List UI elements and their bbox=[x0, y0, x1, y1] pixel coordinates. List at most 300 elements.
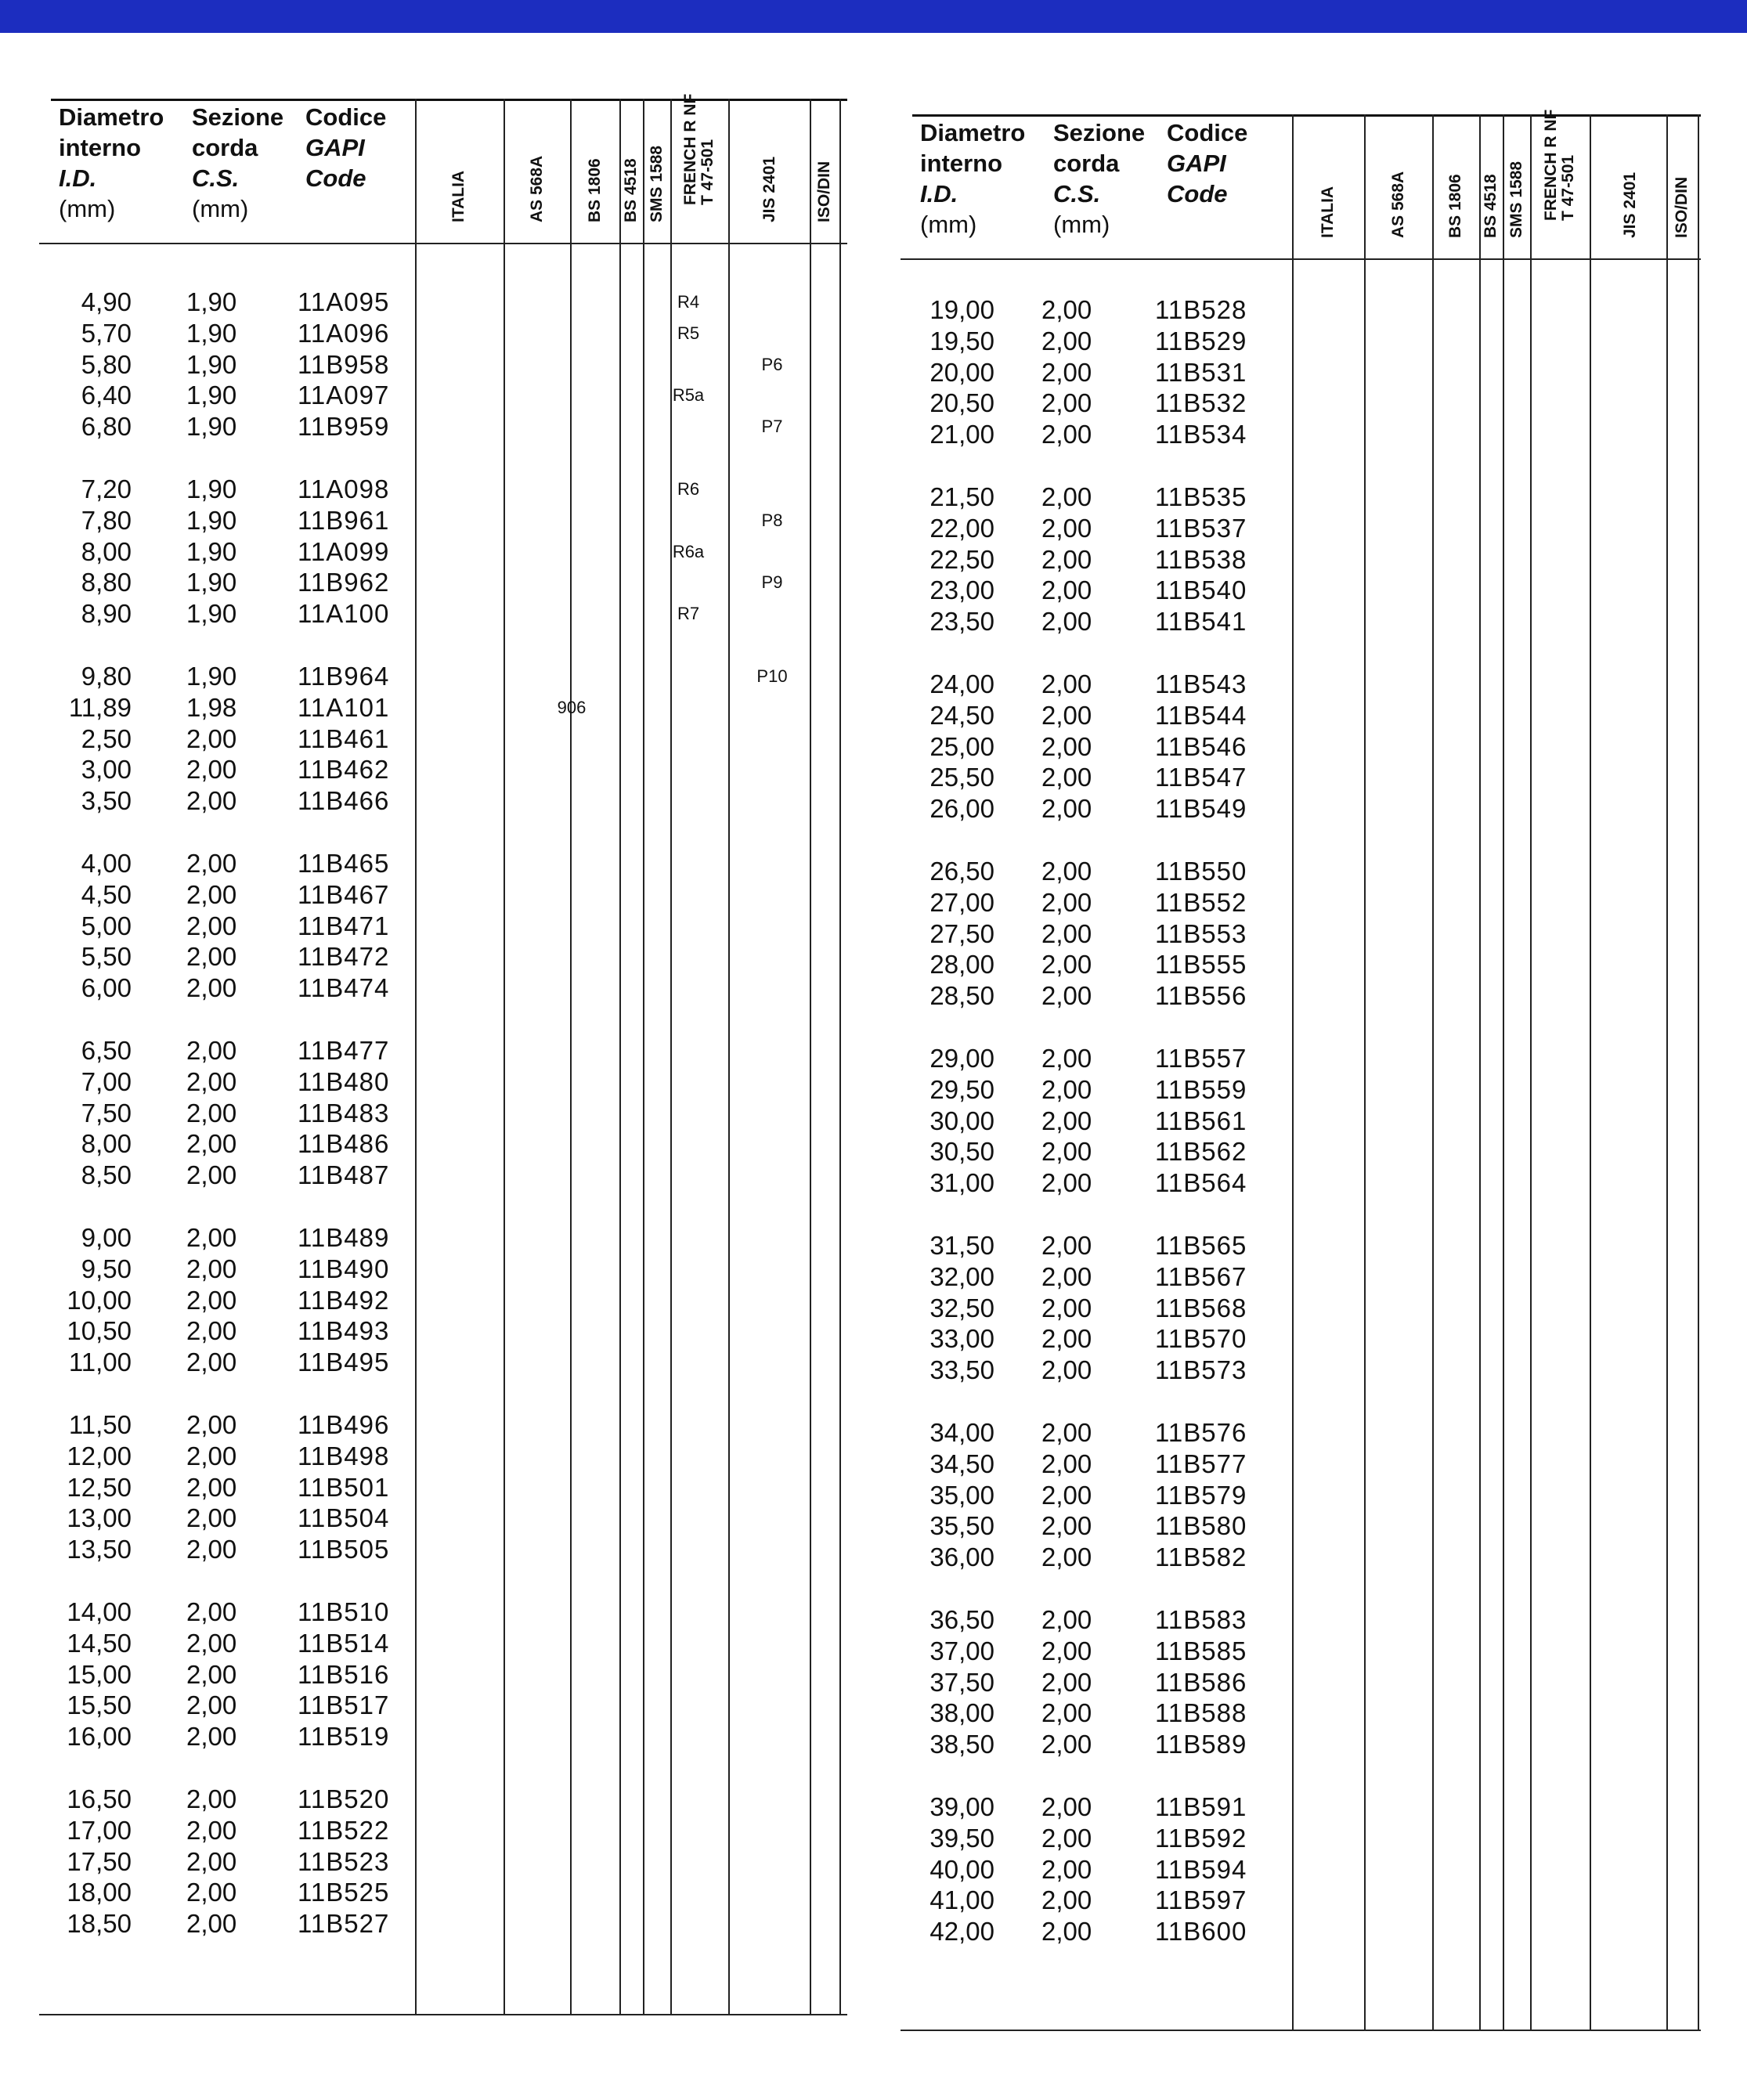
gapi-code-cell: 11B472 bbox=[298, 942, 390, 972]
gapi-code-cell: 11B535 bbox=[1155, 482, 1247, 511]
inner-diameter-cell: 15,00 bbox=[67, 1659, 132, 1689]
inner-diameter-cell: 6,50 bbox=[81, 1036, 132, 1065]
gapi-code-cell: 11B541 bbox=[1155, 607, 1247, 637]
inner-diameter-cell: 36,50 bbox=[929, 1605, 994, 1634]
gapi-code-cell: 11B532 bbox=[1155, 388, 1247, 418]
inner-diameter-cell: 40,00 bbox=[929, 1854, 994, 1884]
inner-diameter-cell: 5,50 bbox=[81, 942, 132, 972]
jis-ref-cell: P8 bbox=[761, 510, 783, 530]
gapi-code-cell: 11B529 bbox=[1155, 326, 1247, 355]
cross-section-cell: 2,00 bbox=[186, 1036, 237, 1065]
header-cross-section: Sezione corda C.S. (mm) bbox=[192, 103, 284, 222]
gapi-code-cell: 11B546 bbox=[1155, 731, 1247, 761]
table-row bbox=[901, 1293, 1701, 1324]
cross-section-cell: 2,00 bbox=[186, 1628, 237, 1658]
inner-diameter-cell: 27,50 bbox=[929, 918, 994, 948]
cross-section-cell: 2,00 bbox=[1041, 326, 1092, 355]
table-row bbox=[901, 1449, 1701, 1480]
cross-section-cell: 2,00 bbox=[1041, 1137, 1092, 1167]
table-row bbox=[901, 1542, 1701, 1573]
gapi-code-cell: 11B492 bbox=[298, 1285, 390, 1315]
table-row bbox=[901, 793, 1701, 824]
cross-section-cell: 1,90 bbox=[186, 287, 237, 316]
gapi-code-cell: 11B552 bbox=[1155, 887, 1247, 917]
table-row bbox=[901, 1604, 1701, 1636]
inner-diameter-cell: 12,00 bbox=[67, 1441, 132, 1470]
header-gapi-code: Codice GAPI Code bbox=[1167, 119, 1248, 207]
table-bottom-rule bbox=[901, 2030, 1701, 2031]
cross-section-cell: 1,90 bbox=[186, 662, 237, 691]
cross-section-cell: 2,00 bbox=[186, 1815, 237, 1845]
std-jis2401-label: JIS 2401 bbox=[1621, 171, 1639, 238]
table-row bbox=[39, 1254, 847, 1285]
inner-diameter-cell: 26,50 bbox=[929, 857, 994, 886]
gapi-code-cell: 11B582 bbox=[1155, 1543, 1247, 1572]
gapi-code-cell: 11B592 bbox=[1155, 1823, 1247, 1853]
inner-diameter-cell: 10,00 bbox=[67, 1285, 132, 1315]
french-ref-cell: R6 bbox=[677, 479, 700, 499]
cross-section-cell: 2,00 bbox=[186, 1846, 237, 1876]
table-row bbox=[39, 879, 847, 911]
std-italia-label: ITALIA bbox=[449, 170, 467, 222]
inner-diameter-cell: 38,50 bbox=[929, 1730, 994, 1759]
inner-diameter-cell: 21,50 bbox=[929, 482, 994, 511]
table-row bbox=[901, 419, 1701, 450]
header-rule bbox=[39, 243, 847, 244]
gapi-code-cell: 11B556 bbox=[1155, 981, 1247, 1011]
inner-diameter-cell: 39,50 bbox=[929, 1823, 994, 1853]
table-row bbox=[39, 1222, 847, 1254]
inner-diameter-cell: 24,50 bbox=[929, 700, 994, 730]
inner-diameter-cell: 31,50 bbox=[929, 1231, 994, 1260]
cross-section-cell: 2,00 bbox=[186, 1441, 237, 1470]
table-row bbox=[901, 1480, 1701, 1511]
cross-section-cell: 2,00 bbox=[1041, 794, 1092, 824]
cross-section-cell: 1,90 bbox=[186, 349, 237, 379]
gapi-code-cell: 11B550 bbox=[1155, 857, 1247, 886]
cross-section-cell: 2,00 bbox=[1041, 1885, 1092, 1915]
table-row bbox=[39, 1534, 847, 1565]
cross-section-cell: 2,00 bbox=[186, 1066, 237, 1096]
gapi-code-cell: 11B576 bbox=[1155, 1418, 1247, 1447]
table-row bbox=[39, 972, 847, 1004]
inner-diameter-cell: 29,50 bbox=[929, 1074, 994, 1104]
table-top-rule bbox=[912, 114, 1701, 117]
gapi-code-cell: 11B567 bbox=[1155, 1261, 1247, 1291]
inner-diameter-cell: 2,50 bbox=[81, 723, 132, 753]
table-row bbox=[901, 1043, 1701, 1074]
table-row bbox=[901, 762, 1701, 793]
table-row bbox=[39, 1285, 847, 1316]
inner-diameter-cell: 8,00 bbox=[81, 1129, 132, 1159]
table-row bbox=[39, 754, 847, 785]
gapi-code-cell: 11B580 bbox=[1155, 1511, 1247, 1541]
cross-section-cell: 2,00 bbox=[186, 1597, 237, 1626]
gapi-code-cell: 11B537 bbox=[1155, 513, 1247, 543]
cross-section-cell: 1,90 bbox=[186, 474, 237, 503]
gapi-code-cell: 11B561 bbox=[1155, 1106, 1247, 1135]
inner-diameter-cell: 37,50 bbox=[929, 1667, 994, 1697]
std-bs4518-label: BS 4518 bbox=[1482, 174, 1500, 238]
inner-diameter-cell: 13,50 bbox=[67, 1535, 132, 1564]
gapi-code-cell: 11B519 bbox=[298, 1722, 390, 1752]
table-row bbox=[39, 1441, 847, 1472]
table-row bbox=[39, 1628, 847, 1659]
inner-diameter-cell: 23,00 bbox=[929, 576, 994, 605]
inner-diameter-cell: 9,50 bbox=[81, 1254, 132, 1283]
table-row bbox=[39, 1315, 847, 1347]
table-row bbox=[39, 598, 847, 630]
inner-diameter-cell: 8,90 bbox=[81, 599, 132, 629]
table-row bbox=[901, 1698, 1701, 1729]
gapi-code-cell: 11B573 bbox=[1155, 1355, 1247, 1385]
cross-section-cell: 2,00 bbox=[186, 1348, 237, 1377]
inner-diameter-cell: 35,00 bbox=[929, 1480, 994, 1510]
cross-section-cell: 2,00 bbox=[1041, 1667, 1092, 1697]
cross-section-cell: 2,00 bbox=[186, 1659, 237, 1689]
table-row bbox=[39, 1128, 847, 1160]
french-ref-cell: R5 bbox=[677, 323, 700, 343]
gapi-code-cell: 11B555 bbox=[1155, 950, 1247, 980]
inner-diameter-cell: 5,00 bbox=[81, 911, 132, 940]
table-row bbox=[901, 918, 1701, 950]
inner-diameter-cell: 8,00 bbox=[81, 536, 132, 566]
cross-section-cell: 2,00 bbox=[1041, 1823, 1092, 1853]
inner-diameter-cell: 14,00 bbox=[67, 1597, 132, 1626]
table-row bbox=[39, 1908, 847, 1939]
inner-diameter-cell: 30,50 bbox=[929, 1137, 994, 1167]
cross-section-cell: 2,00 bbox=[186, 1285, 237, 1315]
cross-section-cell: 2,00 bbox=[1041, 1730, 1092, 1759]
std-isodin-label: ISO/DIN bbox=[815, 161, 833, 222]
table-row bbox=[39, 380, 847, 411]
inner-diameter-cell: 18,00 bbox=[67, 1878, 132, 1907]
inner-diameter-cell: 26,00 bbox=[929, 794, 994, 824]
inner-diameter-cell: 17,00 bbox=[67, 1815, 132, 1845]
inner-diameter-cell: 5,80 bbox=[81, 349, 132, 379]
gapi-code-cell: 11B477 bbox=[298, 1036, 390, 1065]
gapi-code-cell: 11B489 bbox=[298, 1223, 390, 1252]
gapi-code-cell: 11B501 bbox=[298, 1472, 390, 1502]
table-row bbox=[39, 1035, 847, 1066]
table-row bbox=[39, 1690, 847, 1721]
cross-section-cell: 2,00 bbox=[1041, 1418, 1092, 1447]
gapi-code-cell: 11A095 bbox=[298, 287, 390, 316]
inner-diameter-cell: 7,50 bbox=[81, 1098, 132, 1128]
left-table bbox=[39, 93, 847, 2015]
header-rule bbox=[901, 258, 1701, 260]
inner-diameter-cell: 33,00 bbox=[929, 1324, 994, 1354]
cross-section-cell: 2,00 bbox=[1041, 1074, 1092, 1104]
gapi-code-cell: 11B559 bbox=[1155, 1074, 1247, 1104]
inner-diameter-cell: 10,50 bbox=[67, 1316, 132, 1346]
inner-diameter-cell: 30,00 bbox=[929, 1106, 994, 1135]
table-row bbox=[901, 1230, 1701, 1261]
gapi-code-cell: 11B568 bbox=[1155, 1293, 1247, 1322]
cross-section-cell: 2,00 bbox=[1041, 1636, 1092, 1665]
cross-section-cell: 2,00 bbox=[1041, 1168, 1092, 1198]
std-french-label: FRENCH R NF T 47-501 bbox=[681, 93, 716, 205]
cross-section-cell: 2,00 bbox=[1041, 513, 1092, 543]
gapi-code-cell: 11B570 bbox=[1155, 1324, 1247, 1354]
std-sms1588-label: SMS 1588 bbox=[1507, 161, 1525, 238]
gapi-code-cell: 11B547 bbox=[1155, 763, 1247, 792]
table-row bbox=[901, 700, 1701, 731]
cross-section-cell: 1,90 bbox=[186, 599, 237, 629]
table-row bbox=[39, 1597, 847, 1628]
inner-diameter-cell: 27,00 bbox=[929, 887, 994, 917]
table-row bbox=[901, 1261, 1701, 1293]
table-row bbox=[39, 349, 847, 381]
std-french-label: FRENCH R NF T 47-501 bbox=[1542, 109, 1577, 221]
table-row bbox=[39, 318, 847, 349]
table-row bbox=[39, 1503, 847, 1534]
gapi-code-cell: 11B562 bbox=[1155, 1137, 1247, 1167]
table-row bbox=[901, 482, 1701, 513]
gapi-code-cell: 11B480 bbox=[298, 1066, 390, 1096]
table-row bbox=[901, 1323, 1701, 1355]
cross-section-cell: 2,00 bbox=[1041, 1480, 1092, 1510]
inner-diameter-cell: 13,00 bbox=[67, 1503, 132, 1533]
gapi-code-cell: 11B557 bbox=[1155, 1044, 1247, 1073]
gapi-code-cell: 11B538 bbox=[1155, 544, 1247, 574]
cross-section-cell: 2,00 bbox=[186, 723, 237, 753]
cross-section-cell: 2,00 bbox=[1041, 1261, 1092, 1291]
cross-section-cell: 2,00 bbox=[1041, 918, 1092, 948]
table-row bbox=[39, 723, 847, 755]
table-row bbox=[901, 1729, 1701, 1760]
inner-diameter-cell: 32,00 bbox=[929, 1261, 994, 1291]
inner-diameter-cell: 3,50 bbox=[81, 786, 132, 816]
gapi-code-cell: 11B474 bbox=[298, 973, 390, 1003]
std-jis2401-label: JIS 2401 bbox=[760, 156, 778, 222]
table-row bbox=[901, 513, 1701, 544]
cross-section-cell: 2,00 bbox=[1041, 1543, 1092, 1572]
inner-diameter-cell: 28,00 bbox=[929, 950, 994, 980]
table-row bbox=[39, 1877, 847, 1908]
gapi-code-cell: 11B553 bbox=[1155, 918, 1247, 948]
inner-diameter-cell: 11,00 bbox=[68, 1348, 132, 1377]
table-row bbox=[901, 357, 1701, 388]
cross-section-cell: 2,00 bbox=[1041, 731, 1092, 761]
inner-diameter-cell: 15,50 bbox=[67, 1690, 132, 1720]
table-row bbox=[901, 1854, 1701, 1885]
gapi-code-cell: 11B565 bbox=[1155, 1231, 1247, 1260]
gapi-code-cell: 11B564 bbox=[1155, 1168, 1247, 1198]
gapi-code-cell: 11B505 bbox=[298, 1535, 390, 1564]
inner-diameter-cell: 20,00 bbox=[929, 357, 994, 387]
cross-section-cell: 2,00 bbox=[186, 1316, 237, 1346]
table-row bbox=[39, 692, 847, 723]
table-row bbox=[39, 911, 847, 942]
inner-diameter-cell: 4,90 bbox=[81, 287, 132, 316]
gapi-code-cell: 11B504 bbox=[298, 1503, 390, 1533]
cross-section-cell: 2,00 bbox=[186, 1472, 237, 1502]
cross-section-cell: 2,00 bbox=[1041, 544, 1092, 574]
table-row bbox=[901, 1136, 1701, 1167]
table-row bbox=[901, 606, 1701, 637]
std-as568a-label: AS 568A bbox=[528, 155, 546, 222]
inner-diameter-cell: 37,00 bbox=[929, 1636, 994, 1665]
inner-diameter-cell: 34,00 bbox=[929, 1418, 994, 1447]
table-row bbox=[901, 1636, 1701, 1667]
cross-section-cell: 2,00 bbox=[1041, 1698, 1092, 1728]
table-row bbox=[39, 474, 847, 505]
table-row bbox=[901, 544, 1701, 576]
cross-section-cell: 2,00 bbox=[1041, 763, 1092, 792]
inner-diameter-cell: 4,00 bbox=[81, 849, 132, 878]
cross-section-cell: 2,00 bbox=[186, 1254, 237, 1283]
french-ref-cell: R4 bbox=[677, 292, 700, 312]
gapi-code-cell: 11B510 bbox=[298, 1597, 390, 1626]
cross-section-cell: 2,00 bbox=[1041, 1854, 1092, 1884]
cross-section-cell: 2,00 bbox=[186, 849, 237, 878]
gapi-code-cell: 11B962 bbox=[298, 568, 390, 597]
std-italia-label: ITALIA bbox=[1319, 186, 1337, 238]
table-row bbox=[901, 388, 1701, 419]
gapi-code-cell: 11B583 bbox=[1155, 1605, 1247, 1634]
right-table bbox=[901, 109, 1701, 2031]
gapi-code-cell: 11B600 bbox=[1155, 1917, 1247, 1947]
gapi-code-cell: 11B588 bbox=[1155, 1698, 1247, 1728]
gapi-code-cell: 11B487 bbox=[298, 1160, 390, 1190]
gapi-code-cell: 11B534 bbox=[1155, 420, 1247, 449]
gapi-code-cell: 11B523 bbox=[298, 1846, 390, 1876]
std-bs1806-label: BS 1806 bbox=[1446, 174, 1464, 238]
cross-section-cell: 2,00 bbox=[1041, 1605, 1092, 1634]
table-bottom-rule bbox=[39, 2014, 847, 2015]
cross-section-cell: 2,00 bbox=[1041, 295, 1092, 324]
cross-section-cell: 2,00 bbox=[186, 1098, 237, 1128]
gapi-code-cell: 11B490 bbox=[298, 1254, 390, 1283]
cross-section-cell: 2,00 bbox=[186, 1535, 237, 1564]
cross-section-cell: 2,00 bbox=[1041, 950, 1092, 980]
inner-diameter-cell: 19,50 bbox=[929, 326, 994, 355]
inner-diameter-cell: 42,00 bbox=[929, 1917, 994, 1947]
inner-diameter-cell: 39,00 bbox=[929, 1792, 994, 1821]
gapi-code-cell: 11B471 bbox=[298, 911, 390, 940]
table-row bbox=[901, 1167, 1701, 1199]
inner-diameter-cell: 5,70 bbox=[81, 318, 132, 348]
inner-diameter-cell: 12,50 bbox=[67, 1472, 132, 1502]
inner-diameter-cell: 24,00 bbox=[929, 669, 994, 698]
cross-section-cell: 2,00 bbox=[1041, 981, 1092, 1011]
gapi-code-cell: 11B585 bbox=[1155, 1636, 1247, 1665]
inner-diameter-cell: 3,00 bbox=[81, 755, 132, 785]
table-row bbox=[39, 567, 847, 598]
table-row bbox=[39, 1721, 847, 1752]
gapi-code-cell: 11B591 bbox=[1155, 1792, 1247, 1821]
table-row bbox=[901, 731, 1701, 763]
gapi-code-cell: 11A100 bbox=[298, 599, 390, 629]
cross-section-cell: 2,00 bbox=[1041, 357, 1092, 387]
inner-diameter-cell: 36,00 bbox=[929, 1543, 994, 1572]
inner-diameter-cell: 4,50 bbox=[81, 879, 132, 909]
cross-section-cell: 2,00 bbox=[1041, 1511, 1092, 1541]
gapi-code-cell: 11B525 bbox=[298, 1878, 390, 1907]
cross-section-cell: 2,00 bbox=[186, 1160, 237, 1190]
cross-section-cell: 2,00 bbox=[1041, 700, 1092, 730]
table-row bbox=[901, 1885, 1701, 1916]
table-row bbox=[901, 1791, 1701, 1823]
gapi-code-cell: 11B465 bbox=[298, 849, 390, 878]
gapi-code-cell: 11B522 bbox=[298, 1815, 390, 1845]
header-inner-diameter: Diametro interno I.D. (mm) bbox=[920, 119, 1026, 238]
gapi-code-cell: 11B579 bbox=[1155, 1480, 1247, 1510]
inner-diameter-cell: 25,00 bbox=[929, 731, 994, 761]
inner-diameter-cell: 8,80 bbox=[81, 568, 132, 597]
table-row bbox=[39, 505, 847, 536]
cross-section-cell: 2,00 bbox=[1041, 576, 1092, 605]
gapi-code-cell: 11A097 bbox=[298, 381, 390, 410]
cross-section-cell: 2,00 bbox=[186, 1690, 237, 1720]
inner-diameter-cell: 23,50 bbox=[929, 607, 994, 637]
table-row bbox=[901, 1667, 1701, 1698]
gapi-code-cell: 11B589 bbox=[1155, 1730, 1247, 1759]
table-row bbox=[39, 1066, 847, 1098]
french-ref-cell: R6a bbox=[672, 541, 705, 561]
gapi-code-cell: 11B577 bbox=[1155, 1449, 1247, 1478]
inner-diameter-cell: 9,80 bbox=[81, 662, 132, 691]
cross-section-cell: 2,00 bbox=[1041, 482, 1092, 511]
cross-section-cell: 2,00 bbox=[1041, 1324, 1092, 1354]
inner-diameter-cell: 11,50 bbox=[68, 1410, 132, 1439]
cross-section-cell: 2,00 bbox=[1041, 1293, 1092, 1322]
inner-diameter-cell: 6,80 bbox=[81, 412, 132, 442]
cross-section-cell: 1,90 bbox=[186, 381, 237, 410]
jis-ref-cell: P10 bbox=[756, 666, 788, 686]
inner-diameter-cell: 20,50 bbox=[929, 388, 994, 418]
header-inner-diameter: Diametro interno I.D. (mm) bbox=[59, 103, 164, 222]
table-row bbox=[901, 1355, 1701, 1386]
inner-diameter-cell: 31,00 bbox=[929, 1168, 994, 1198]
cross-section-cell: 2,00 bbox=[186, 1129, 237, 1159]
cross-section-cell: 2,00 bbox=[186, 1909, 237, 1939]
gapi-code-cell: 11B544 bbox=[1155, 700, 1247, 730]
gapi-code-cell: 11B540 bbox=[1155, 576, 1247, 605]
table-row bbox=[901, 1823, 1701, 1854]
gapi-code-cell: 11B586 bbox=[1155, 1667, 1247, 1697]
inner-diameter-cell: 21,00 bbox=[929, 420, 994, 449]
inner-diameter-cell: 17,50 bbox=[67, 1846, 132, 1876]
gapi-code-cell: 11B531 bbox=[1155, 357, 1247, 387]
table-row bbox=[39, 411, 847, 442]
table-row bbox=[901, 949, 1701, 980]
gapi-code-cell: 11B495 bbox=[298, 1348, 390, 1377]
gapi-code-cell: 11B514 bbox=[298, 1628, 390, 1658]
cross-section-cell: 2,00 bbox=[1041, 420, 1092, 449]
gapi-code-cell: 11B461 bbox=[298, 723, 390, 753]
inner-diameter-cell: 34,50 bbox=[929, 1449, 994, 1478]
inner-diameter-cell: 16,50 bbox=[67, 1784, 132, 1813]
gapi-code-cell: 11B520 bbox=[298, 1784, 390, 1813]
inner-diameter-cell: 7,00 bbox=[81, 1066, 132, 1096]
gapi-code-cell: 11B543 bbox=[1155, 669, 1247, 698]
inner-diameter-cell: 14,50 bbox=[67, 1628, 132, 1658]
cross-section-cell: 2,00 bbox=[1041, 1792, 1092, 1821]
cross-section-cell: 2,00 bbox=[186, 1878, 237, 1907]
inner-diameter-cell: 16,00 bbox=[67, 1722, 132, 1752]
inner-diameter-cell: 25,50 bbox=[929, 763, 994, 792]
inner-diameter-cell: 6,00 bbox=[81, 973, 132, 1003]
cross-section-cell: 2,00 bbox=[1041, 1044, 1092, 1073]
cross-section-cell: 2,00 bbox=[1041, 1355, 1092, 1385]
cross-section-cell: 2,00 bbox=[186, 1503, 237, 1533]
table-row bbox=[901, 1074, 1701, 1106]
table-row bbox=[901, 887, 1701, 918]
inner-diameter-cell: 22,50 bbox=[929, 544, 994, 574]
gapi-code-cell: 11A098 bbox=[298, 474, 390, 503]
